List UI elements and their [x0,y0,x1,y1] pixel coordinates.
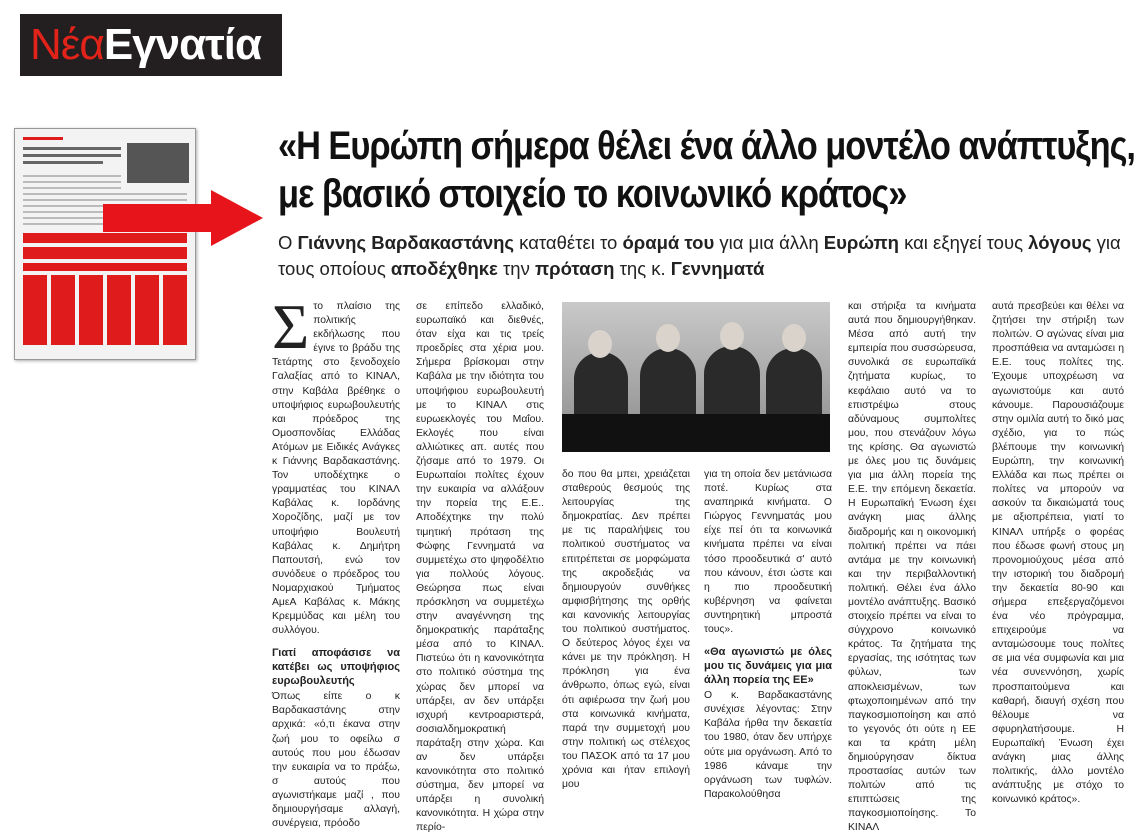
subhead-bold: όραμά του [622,232,715,253]
subhead-bold: Γιάννης Βαρδακαστάνης [297,232,515,253]
thumbnail-photo [127,143,189,183]
subhead-text: για μια άλλη [714,232,824,253]
column-paragraph: για τη οποία δεν μετάνιωσα ποτέ. Κυρίως στα αναπηρικά κινήματα. Ο Γιώργος Γεννηματάς μου είχε πεί ότι τα κοινωνικά κινήματα πρέπει να είναι τόσο προοδευτικά σ' αυτό που κάνουν, έτσι ώστε και η πιο προοδευτική κυβέρνηση να φαίνεται συντηρητική μπροστά τους». [704,469,832,636]
red-arrow-icon [103,190,263,246]
intertitle: «Θα αγωνιστώ με όλες μου τις δυνάμεις για μια άλλη πορεία της ΕΕ» [704,646,832,687]
subhead-text: για τους οποίους [278,232,1121,279]
column-paragraph: Όπως είπε ο κ Βαρδακαστάνης στην αρχικά: «ό,τι έκανα στην ζωή μου το οφείλω σ αυτούς που μου έδωσαν την ευκαιρία να το πράξω, σ αυτούς που αγωνιστήκαμε μαζί , που δημιουργήσαμε αλλαγή, συνέργεια, πρόοδο [272,691,400,830]
article-column-4 [704,468,832,800]
subhead-bold: αποδέχθηκε [390,258,498,279]
subhead-text: και εξηγεί τους [898,232,1029,253]
subhead-bold: λόγους [1028,232,1092,253]
subhead-bold: Ευρώπη [823,232,899,253]
headline-line-2: με βασικό στοιχείο το κοινωνικό κράτος» [278,172,907,216]
drop-cap: Σ [272,291,310,362]
subhead-text: την [497,258,535,279]
article-column-5 [848,300,976,834]
article-column-3 [562,468,690,791]
column-paragraph: αυτά πρεσβεύει και θέλει να ζητήσει την στήριξη των πολιτών. Ο αγώνας είναι μια προσπάθεια να ανταμώσει η Ε.Ε. τους πολίτες της. Έχουμε υποχρέωση να αγωνιστούμε και αυτό κάνουμε. Παρουσιάζουμε στην ομιλία αυτή το δικό μας σχέδιο, για το πώς βλέπουμε την κοινωνική Ευρώπη, την κοινωνική Ελλάδα και πως πρέπει οι πολίτες να μπορούν να ασκούν τα δικαιώματά τους με αξιοπρέπεια, γιατί το ΚΙΝΑΛ υπήρξε ο φορέας που έδωσε φωνή στους μη προνομιούχους μέσα από την ιστορική του διαδρομή την δεκαετία 80-90 και σήμερα επεξεργαζόμενοι ένα νέο πρόγραμμα, επιχειρούμε να ανταμώσουμε τους πολίτες σε μια νέα συμφωνία και μια νέα συνεννόηση, χωρίς προσπαιτούμενα και καθαρή, διαυγή σχέση που θέλουμε να σφυρηλατήσουμε. Η Ευρωπαϊκή Ένωση έχει ανάγκη μιας άλλης πολιτικής, άλλο μοντέλο ανάπτυξης με στόχο το κοινωνικό κράτος». [992,301,1124,806]
masthead-logo [20,14,282,76]
intertitle: Γιατί αποφάσισε να κατέβει ως υποψήφιος ευρωβουλευτής [272,647,400,688]
subhead-bold: Γεννηματά [670,258,765,279]
article-subhead [278,230,1138,282]
subhead-text: της κ. [614,258,671,279]
article-headline [278,122,1135,218]
article-photo [562,302,830,452]
column-paragraph: και στήριξα τα κινήματα αυτά που δημιουργήθηκαν. Μέσα από αυτή την εμπειρία που συσσώρευσα, συνολικά σε ευρωπαϊκά ζητήματα κυρίως, το κεφάλαιο αυτό να το επιστρέψω στους αδύναμους συμπολίτες μου, που στενάζουν λόγω της κρίσης. Θα αγωνιστώ με όλες μου τις δυνάμεις για μια άλλη πορεία της Ε.Ε. την επόμενη δεκαετία. Η Ευρωπαϊκή Ένωση έχει ανάγκη μιας άλλης διαδρομής και η οικονομική πολιτική πρέπει να πάει αντάμα με την κοινωνική και την περιβαλλοντική πολιτική. Θέλει ένα άλλο μοντέλο ανάπτυξης. Βασικό στοιχείο πρέπει να είναι το σύγχρονο κοινωνικό κράτος. Τα ζητήματα της εργασίας, της ισότητας των φύλων, των αποκλεισμένων, των φτωχοποιημένων από την παγκοσμιοποίηση και από το γεγονός ότι ούτε η ΕΕ και τα κράτη μέλη δημιούργησαν δίκτυα προστασίας αυτών των πολιτών από τις επιπτώσεις της παγκοσμιοποίησης. Το ΚΙΝΑΛ [848,301,976,834]
column-paragraph: δο που θα μπει, χρειάζεται σταθερούς θεσμούς της λειτουργίας της δημοκρατίας. Δεν πρέπει με τις παραλήψεις του πολιτικού συστήματος να επιτρέπεται σε μορφώματα της ακροδεξιάς να δημιουργούν συνθήκες αμφισβήτησης της ορθής και κανονικής λειτουργίας του πολιτικού συστήματος. Ο δεύτερος λόγος έχει να κάνει με την πρόκληση. Η πρόκληση για ένα άνθρωπο, όπως εγώ, είναι ότι αφιέρωσα την ζωή μου στα κοινωνικά κινήματα, παρά την συμμετοχή μου στην πολιτική ως στέλεχος του ΠΑΣΟΚ από τα 17 μου χρόνια και ήταν επιλογή μου [562,469,690,791]
thumbnail-highlight [23,233,187,345]
article-column-1 [272,291,400,830]
subhead-text: καταθέτει το [514,232,623,253]
headline-line-1: «Η Ευρώπη σήμερα θέλει ένα άλλο μοντέλο ανάπτυξης, [278,124,1135,168]
article-column-2 [416,300,544,834]
subhead-text: Ο [278,232,298,253]
subhead-bold: πρόταση [534,258,615,279]
logo-egnatia: Εγνατία [103,20,262,69]
article-column-6 [992,300,1124,806]
column-paragraph: σε επίπεδο ελλαδικό, ευρωπαϊκό και διεθνές, όταν είχα και τις τρείς προεδρίες στα χέρια μου. Σήμερα βρίσκομαι στην Καβάλα με την ιδιότητα του υποψήφιου ευρωβουλευτή με το ΚΙΝΑΛ στις ευρωεκλογές του Μαΐου. Εκλογές που είναι αλλιώτικες απ. αυτές που ζήσαμε από το 1979. Οι Ευρωπαίοι πολίτες έχουν την ευκαιρία να αλλάξουν την πορεία της Ε.Ε.. Αποδέχτηκε την πολύ τιμητική πρόταση της Φώφης Γεννηματά να συμμετέχω στο ψηφοδέλτιο για πολλούς λόγους. Θεώρησα πως είναι πρόσκληση να συμμετέχω στην αναγέννηση της δημοκρατικής παράταξης μέσα από το ΚΙΝΑΛ. Πιστεύω ότι η κανονικότητα στο πολιτικό σύστημα της χώρας δεν μπορεί να υπάρξει, αν δεν υπάρξει ισχυρή κεντροαριστερά, σοσιαλδημοκρατική παράταξη στην χώρα. Και αν δεν υπάρξει κανονικότητα στο πολιτικό σύστημα, δεν μπορεί να υπάρξει η συνολική κανονικότητα. Η χώρα στην περίο- [416,301,544,834]
logo-nea: Νέα [30,20,104,69]
column-paragraph: Ο κ. Βαρδακαστάνης συνέχισε λέγοντας: Στην Καβάλα ήρθα την δεκαετία του 1980, όταν δεν υπήρχε ούτε μια οργάνωση. Από το 1986 κάναμε την οργάνωση των τυφλών. Παρακολούθησα [704,690,832,800]
column-paragraph: το πλαίσιο της πολιτικής εκδήλωσης που έγινε το βράδυ της Τετάρτης στο ξενοδοχείο Γαλαξίας από το ΚΙΝΑΛ, στην Καβάλα βρέθηκε ο υποψήφιος ευρωβουλευτής και πρόεδρος της Ομοσπονδίας Ελλάδας Ατόμων με Ειδικές Ανάγκες κ Γιάννης Βαρδακαστάνης. Τον υποδέχτηκε ο γραμματέας του ΚΙΝΑΛ Καβάλας κ. Ιορδάνης Χοροζίδης, μαζί με τον υποψήφιο Βουλευτή Καβάλας κ. Δημήτρη Παπουτσή, ενώ τον συνόδευε ο πρόεδρος του Νομαρχιακού Τμήματος ΑμεΑ Καβάλας κ. Μάκης Κρεμμύδας και μέλη του συλλόγου. [272,301,400,637]
